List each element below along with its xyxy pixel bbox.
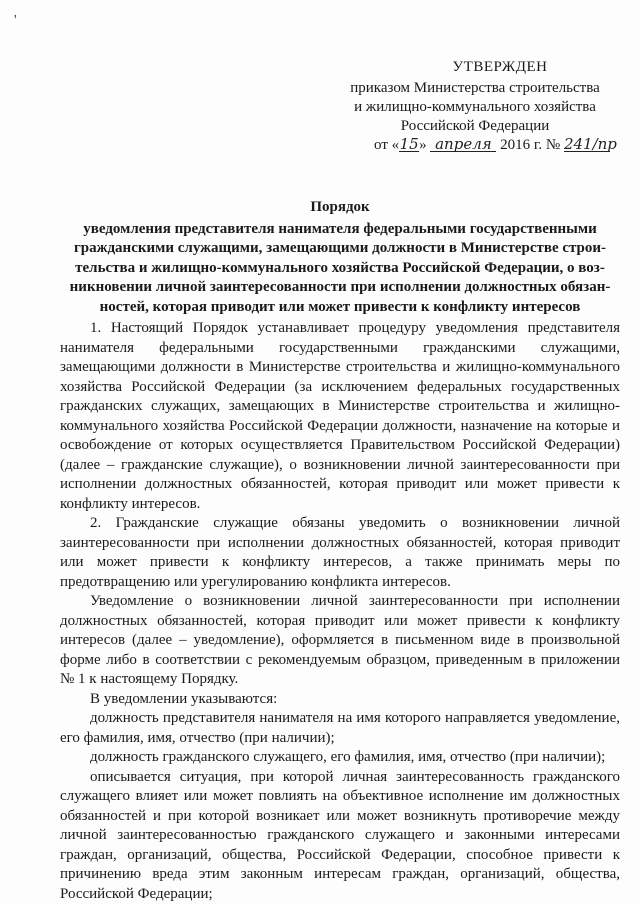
paragraph-2: 2. Гражданские служащие обязаны уведомить о возникновении личной заинтересованности при исполнении должностных обязанностей, которая приводит или может привести к конфликту интересов, а также принимать меры по предотвращению или урегулированию конфликта интересов. <box>60 515 620 590</box>
subtitle-line: тельства и жилищно-коммунального хозяйства Российской Федерации, о воз- <box>75 259 605 276</box>
date-mid: » <box>419 137 427 153</box>
paragraph-1: 1. Настоящий Порядок устанавливает процедуру уведомления представителя нанимателя федеральными государственными гражданскими служащими, замещающими должности в Министерстве строительства и жилищно-коммунального хозяйства Российской Федерации (за исключением федеральных государственных гражданских служащих, замещающих в Министерстве строительства и жилищно-коммунального хозяйства Российской Федерации должности, назначение на которые и освобождение от которых осуществляется Правительством Российской Федерации) (далее – гражданские служащие), о возникновении личной заинтересованности при исполнении должностных обязанностей, которая приводит или может привести к конфликту интересов. <box>60 320 620 512</box>
paragraph-7: описывается ситуация, при которой личная заинтересованность гражданского служащего влияет или может повлиять на объективное исполнение им должностных обязанностей и при которой возникает или может возникнуть противоречие между личной заинтересованностью гражданского служащего и законными интересами граждан, организаций, общества, Российской Федерации, способное привести к причинению вреда этим законным интересам граждан, организаций, общества, Российской Федерации; <box>60 768 620 902</box>
handwritten-order-number: 241/пр <box>563 135 617 153</box>
paragraph-5: должность представителя нанимателя на имя которого направляется уведомление, его фамилия, имя, отчество (при наличии); <box>60 710 620 746</box>
approval-line-1: приказом Министерства строительства <box>350 80 600 96</box>
approval-line-2: и жилищно-коммунального хозяйства <box>354 99 596 115</box>
paragraph-6: должность гражданского служащего, его фамилия, имя, отчество (при наличии); <box>90 749 606 765</box>
document-title-block <box>60 198 620 317</box>
approval-date-line <box>330 136 620 155</box>
approval-line-3: Российской Федерации <box>400 118 550 134</box>
subtitle-line: никновении личной заинтересованности при исполнении должностных обязан- <box>69 279 611 295</box>
paragraph-4: В уведомлении указываются: <box>90 690 278 707</box>
document-body <box>60 319 620 904</box>
subtitle-line: гражданскими служащими, замещающими должности в Министерстве строи- <box>73 240 607 256</box>
subtitle-line: ностей, которая приводит или может привести к конфликту интересов <box>99 298 581 315</box>
date-prefix: от « <box>374 137 400 153</box>
paragraph-3: Уведомление о возникновении личной заинтересованности при исполнении должностных обязанностей, которая приводит или может привести к конфликту интересов (далее – уведомление), оформляется в письменном виде в произвольной форме либо в соответствии с рекомендуемым образцом, приведенным в приложении № 1 к настоящему Порядку. <box>60 593 620 687</box>
handwritten-day: 15 <box>399 135 419 153</box>
handwritten-month: апреля <box>430 137 496 152</box>
document-title: Порядок <box>310 199 370 215</box>
approval-block <box>330 58 620 155</box>
subtitle-line: уведомления представителя нанимателя федеральными государственными <box>83 220 597 237</box>
date-year: 2016 г. № <box>500 137 561 153</box>
header-mark: ' <box>14 13 17 28</box>
approved-heading: УТВЕРЖДЕН <box>452 59 548 75</box>
